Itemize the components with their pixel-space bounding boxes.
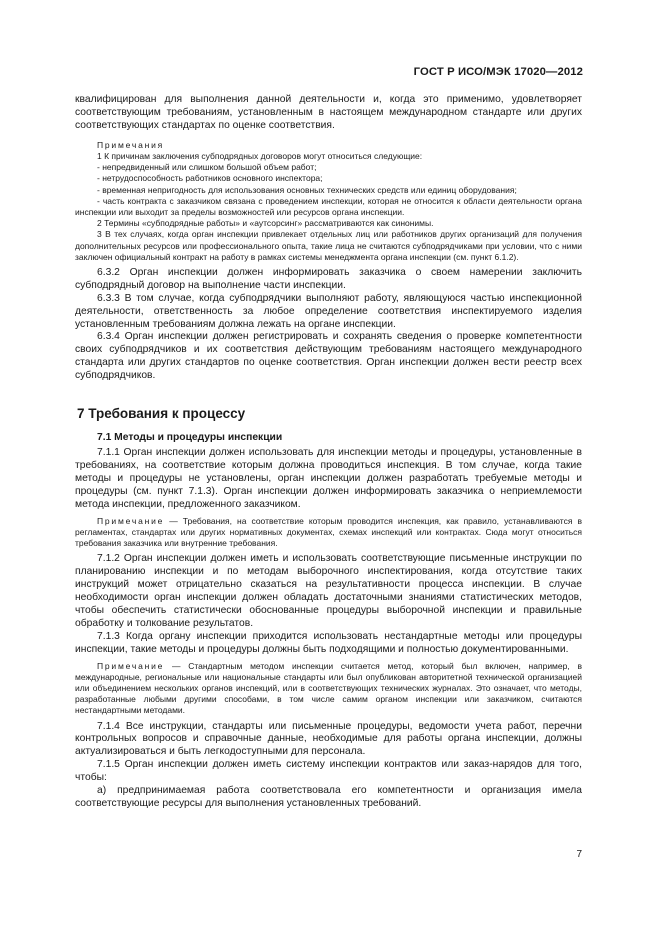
section-7-1-heading: 7.1 Методы и процедуры инспекции [97, 432, 283, 444]
clause-6-3-4: 6.3.4 Орган инспекции должен регистрировать и сохранять сведения о проверке компетентности своих субподрядчиков и их соответствия действующим требованиям настоящего международного стандарта или других стандартов по оценке соответствия. Орган инспекции должен вести реестр всех субподрядчиков. [75, 331, 582, 382]
clause-7-1-5: 7.1.5 Орган инспекции должен иметь систему инспекции контрактов или заказ-нарядов для того, чтобы: [75, 759, 582, 784]
clause-7-1-2: 7.1.2 Орган инспекции должен иметь и использовать соответствующие письменные инструкции по планированию инспекции и по методам выборочного инспектирования, когда отсутствие таких инструкций может отрицательно сказаться на результативности процесса инспекции. В случае необходимости орган инспекции должен обладать достаточными знаниями статистических методов, чтобы обеспечить статистически обоснованные процедуры выборочной инспекции и правильные обработку и толкование результатов. [75, 553, 582, 629]
note-bullet: - нетрудоспособность работников основного инспектора; [97, 173, 323, 184]
note-item-3: 3 В тех случаях, когда орган инспекции привлекает отдельных лиц или работников других организаций для получения дополнительных ресурсов или профессионального опыта, такие лица не считаются субподрядчиками при условии, что с ними заключен официальный контракт на работу в рамках системы менеджмента органа инспекции (см. пункт 6.1.2). [75, 229, 582, 262]
clause-6-3-3: 6.3.3 В том случае, когда субподрядчики выполняют работу, являющуюся частью инспекционной деятельности, ответственность за любое определение соответствия инспектируемого изделия установленным требованиям должна лежать на органе инспекции. [75, 292, 582, 330]
section-7-heading: 7 Требования к процессу [77, 406, 246, 422]
note-bullet: - непредвиденный или слишком большой объем работ; [97, 162, 317, 173]
intro-paragraph: квалифицирован для выполнения данной деятельности и, когда это применимо, удовлетворяет соответствующим требованиям, установленным в настоящем международном стандарте или других соответствующих стандартах по оценке соответствия. [75, 94, 582, 131]
clause-7-1-4: 7.1.4 Все инструкции, стандарты или письменные процедуры, ведомости учета работ, перечни контрольных вопросов и справочные данные, необходимые для работы органа инспекции, должны актуализироваться и быть легкодоступными для персонала. [75, 720, 582, 758]
note-text: — Требования, на соответствие которым проводится инспекция, как правило, устанавливаются в регламентах, стандартах или других нормативных документах, схемах инспекций или контрактах. Сюда могут относиться требования заказчика или внутренние требования. [75, 515, 582, 549]
standard-header: ГОСТ Р ИСО/МЭК 17020—2012 [413, 66, 583, 78]
clause-7-1-3: 7.1.3 Когда органу инспекции приходится использовать нестандартные методы или процедуры инспекции, такие методы и процедуры должны быть подходящими и полностью документированными. [75, 630, 582, 655]
page-number: 7 [576, 849, 582, 860]
note-bullet: - временная непригодность для использования основных технических средств или единиц оборудования; [97, 184, 517, 195]
notes-title: Примечания [97, 139, 165, 150]
note-item-1: 1 К причинам заключения субподрядных договоров могут относиться следующие: [97, 150, 423, 161]
clause-7-1-1: 7.1.1 Орган инспекции должен использовать для инспекции методы и процедуры, установленные в требованиях, на соответствие которым должна проводиться инспекция. В том случае, когда такие методы и процедуры не установлены, орган инспекции должен разработать требуемые методы и процедуры (см. пункт 7.1.3). Орган инспекции должен информировать заказчика о неприемлемости метода инспекции, предложенного заказчиком. [75, 447, 582, 510]
note-item-2: 2 Термины «субподрядные работы» и «аутсорсинг» рассматриваются как синонимы. [97, 218, 434, 229]
note-label: Примечание [97, 515, 165, 526]
notes-block [75, 140, 582, 263]
note-text: — Стандартным методом инспекции считается метод, который был включен, например, в международные, региональные или национальные стандарты или был опубликован авторитетной технической организацией или объединением нескольких органов инспекций, или в соответствующих технических журналах. Это означает, что методы, разработанные любыми другими способами, в том числе самим органом инспекции или заказчиком, считаются нестандартными методами. [75, 660, 582, 716]
page-content [75, 94, 582, 811]
clause-7-1-5-a: а) предпринимаемая работа соответствовала его компетентности и организация имела соответствующие ресурсы для выполнения установленных требований. [75, 785, 582, 809]
note-7-1-1 [75, 516, 582, 550]
note-label: Примечание [97, 660, 165, 671]
note-bullet: - часть контракта с заказчиком связана с проведением инспекции, которая не относится к области деятельности органа инспекции или выходит за пределы возможностей или ресурсов органа инспекции. [75, 195, 582, 217]
clause-6-3-2: 6.3.2 Орган инспекции должен информировать заказчика о своем намерении заключить субподрядный договор на выполнение части инспекции. [75, 266, 582, 291]
note-7-1-3 [75, 661, 582, 717]
